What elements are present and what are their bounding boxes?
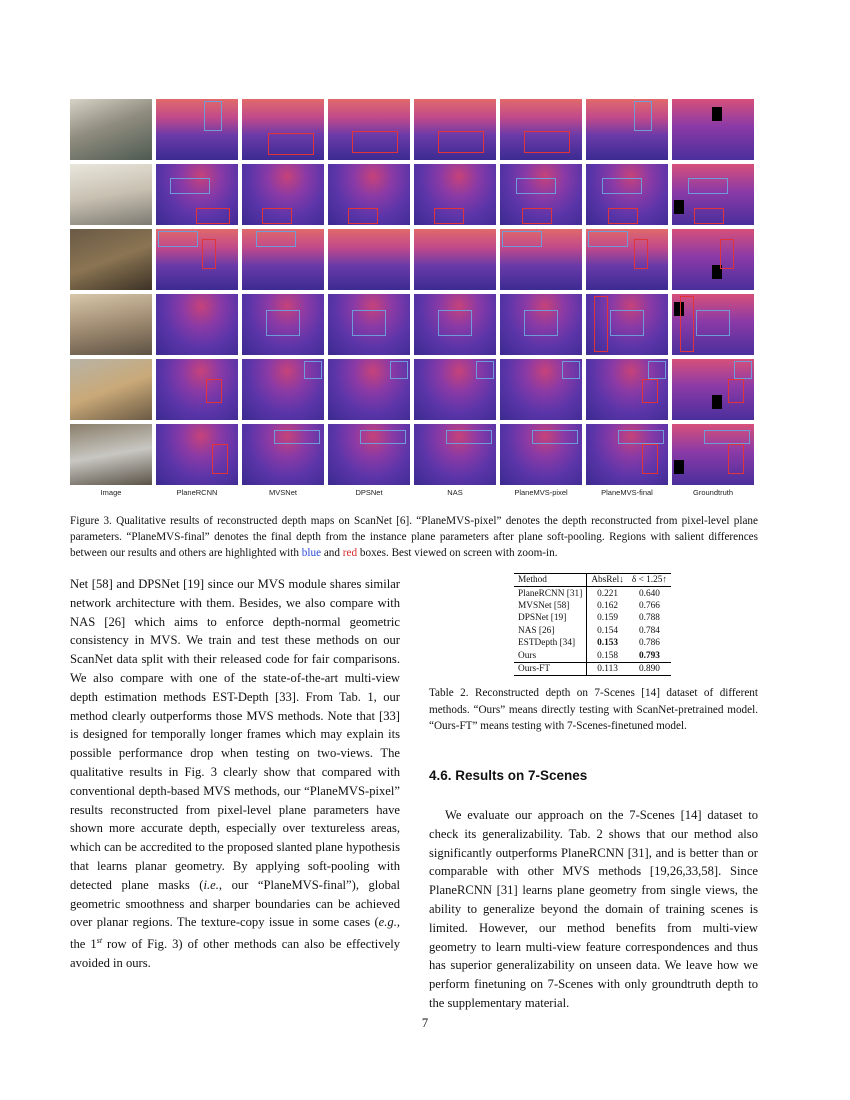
column-label-image: Image <box>100 488 122 497</box>
red-highlight-box <box>680 296 694 352</box>
red-highlight-box <box>352 131 398 153</box>
red-highlight-box <box>196 208 230 224</box>
predicted-depth-map <box>242 359 324 420</box>
table-header-row <box>514 574 671 587</box>
predicted-depth-map <box>328 359 410 420</box>
left-paragraph <box>70 575 400 973</box>
column-label-planemvs-final: PlaneMVS-final <box>601 488 653 497</box>
predicted-depth-map <box>500 359 582 420</box>
predicted-depth-map <box>242 164 324 225</box>
predicted-depth-map <box>328 229 410 290</box>
predicted-depth-map <box>586 229 668 290</box>
red-highlight-box <box>212 444 228 474</box>
red-highlight-box <box>694 208 724 224</box>
table-cell: Ours <box>514 649 587 662</box>
table-header-delta: δ < 1.25↑ <box>628 574 671 587</box>
input-image <box>70 99 152 160</box>
groundtruth-depth-map <box>672 424 754 485</box>
column-label-nas: NAS <box>447 488 463 497</box>
predicted-depth-map <box>156 424 238 485</box>
table-cell: DPSNet [19] <box>518 613 567 624</box>
column-label-dpsnet: DPSNet <box>355 488 383 497</box>
predicted-depth-map <box>586 164 668 225</box>
missing-depth-region <box>674 200 684 214</box>
red-highlight-box <box>202 239 216 269</box>
input-image <box>70 359 152 420</box>
predicted-depth-map <box>242 229 324 290</box>
page-number: 7 <box>421 1016 429 1030</box>
groundtruth-depth-map <box>672 359 754 420</box>
blue-highlight-box <box>516 178 556 194</box>
blue-highlight-box <box>696 310 730 336</box>
predicted-depth-map <box>500 229 582 290</box>
blue-highlight-box <box>266 310 300 336</box>
table-cell-best: 0.793 <box>628 649 671 662</box>
blue-highlight-box <box>158 231 198 247</box>
blue-highlight-box <box>476 361 494 379</box>
blue-highlight-box <box>588 231 628 247</box>
predicted-depth-map <box>328 424 410 485</box>
blue-highlight-box <box>562 361 580 379</box>
red-highlight-box <box>634 239 648 269</box>
red-highlight-box <box>434 208 464 224</box>
blue-highlight-box <box>390 361 408 379</box>
left-text-part: , the 1 <box>70 915 400 952</box>
table-cell: 0.162 <box>587 600 628 612</box>
predicted-depth-map <box>586 359 668 420</box>
table-cell: ESTDepth [34] <box>518 638 576 649</box>
predicted-depth-map <box>242 99 324 160</box>
table-cell: 0.784 <box>639 625 660 636</box>
blue-highlight-box <box>634 101 652 131</box>
red-highlight-box <box>524 131 570 153</box>
table-row <box>514 625 671 637</box>
table-cell: PlaneRCNN [31] <box>518 588 583 599</box>
table-cell-best: 0.153 <box>587 637 628 649</box>
figure-caption <box>70 513 758 562</box>
predicted-depth-map <box>328 294 410 355</box>
input-image <box>70 164 152 225</box>
left-column-text <box>70 575 400 973</box>
blue-highlight-box <box>360 430 406 444</box>
predicted-depth-map <box>328 99 410 160</box>
blue-highlight-box <box>532 430 578 444</box>
red-highlight-box <box>608 208 638 224</box>
left-text-part: Net [58] and DPSNet [19] since our MVS module shares similar network architecture with them. Besides, we also compare with NAS [26] which aims to enforce depth-normal geometric consistency in MVS. We train and test these methods on our ScanNet data split with their released code for fair comparisons. We also compare with one of the state-of-the-art multi-view depth estimation methods EST-Depth [33]. From Tab. 1, our method clearly outperforms those MVS methods. Note that [33] is designed for temporally longer frames which may explain its possible performance drop when testing on two-views. The qualitative results in Fig. 3 clearly show that compared with conventional depth-based MVS methods, our “PlaneMVS-pixel” results reconstructed from pixel-level plane parameters have shown more accurate depth, especially over textureless areas, which can be accredited to the proposed slanted plane hypothesis that learns planar geometry. By applying soft-pooling with detected plane masks ( <box>70 577 400 892</box>
section-heading: 4.6. Results on 7-Scenes <box>429 768 588 783</box>
blue-highlight-box <box>524 310 558 336</box>
section-paragraph: We evaluate our approach on the 7-Scenes [14] dataset to check its generalizability. Tab. 2 shows that our method also significantly outperforms PlaneRCNN [31], and is better than or comparable with other MVS methods [19,26,33,58]. Since PlaneRCNN [31] learns plane geometry from single views, the ability to generalize beyond the domain of training scenes is limited. However, our method benefits from multi-view geometry to learn multi-view feature correspondences and thus has superior generalizability on unseen data. We leave how we perform finetuning on 7-Scenes with only groundtruth depth to the supplementary material. <box>429 808 758 1010</box>
blue-highlight-box <box>734 361 752 379</box>
predicted-depth-map <box>586 424 668 485</box>
table-header-method: Method <box>514 574 587 587</box>
blue-highlight-box <box>648 361 666 379</box>
predicted-depth-map <box>500 99 582 160</box>
blue-highlight-box <box>256 231 296 247</box>
blue-highlight-box <box>502 231 542 247</box>
table-header-absrel: AbsRel↓ <box>587 574 628 587</box>
groundtruth-depth-map <box>672 294 754 355</box>
missing-depth-region <box>674 460 684 474</box>
blue-highlight-box <box>170 178 210 194</box>
blue-highlight-box <box>602 178 642 194</box>
red-highlight-box <box>348 208 378 224</box>
predicted-depth-map <box>156 164 238 225</box>
predicted-depth-map <box>414 424 496 485</box>
predicted-depth-map <box>414 359 496 420</box>
groundtruth-depth-map <box>672 99 754 160</box>
red-highlight-box <box>522 208 552 224</box>
table-cell: MVSNet [58] <box>518 600 570 611</box>
predicted-depth-map <box>414 99 496 160</box>
predicted-depth-map <box>586 99 668 160</box>
input-image <box>70 424 152 485</box>
blue-highlight-box <box>204 101 222 131</box>
left-text-part: row of Fig. 3) of other methods can also be effectively avoided in ours. <box>70 937 400 971</box>
red-highlight-box <box>268 133 314 155</box>
blue-highlight-box <box>304 361 322 379</box>
missing-depth-region <box>712 107 722 121</box>
column-label-planemvs-pixel: PlaneMVS-pixel <box>514 488 568 497</box>
red-highlight-box <box>720 239 734 269</box>
table-row <box>514 649 671 662</box>
table-cell: 0.113 <box>587 662 628 675</box>
table-cell: 0.154 <box>587 625 628 637</box>
table-cell: Ours-FT <box>514 662 587 675</box>
blue-highlight-box <box>274 430 320 444</box>
blue-highlight-box <box>446 430 492 444</box>
predicted-depth-map <box>586 294 668 355</box>
table-row <box>514 662 671 675</box>
blue-highlight-box <box>618 430 664 444</box>
table-cell: 0.158 <box>587 649 628 662</box>
red-highlight-box <box>594 296 608 352</box>
predicted-depth-map <box>156 99 238 160</box>
figure-3-grid <box>70 99 756 499</box>
table-2-caption: Table 2. Reconstructed depth on 7-Scenes [14] dataset of different methods. “Ours” means directly testing with ScanNet-pretrained model. “Ours-FT” means testing with 7-Scenes-finetuned model. <box>429 687 758 733</box>
blue-highlight-box <box>688 178 728 194</box>
predicted-depth-map <box>328 164 410 225</box>
predicted-depth-map <box>414 294 496 355</box>
caption-tail: boxes. Best viewed on screen with zoom-in. <box>357 547 558 560</box>
predicted-depth-map <box>414 229 496 290</box>
caption-blue-word: blue <box>301 547 322 560</box>
predicted-depth-map <box>242 294 324 355</box>
table-cell: 0.640 <box>639 588 660 599</box>
left-text-eg: e.g. <box>378 915 397 930</box>
predicted-depth-map <box>242 424 324 485</box>
caption-and: and <box>321 547 343 560</box>
table-row <box>514 637 671 649</box>
table-cell: 0.159 <box>587 612 628 624</box>
table-cell: 0.788 <box>639 613 660 624</box>
table-cell: 0.786 <box>639 638 660 649</box>
caption-red-word: red <box>342 547 358 560</box>
left-text-part: , our “PlaneMVS-final”), global geometric smoothness and sharper boundaries can be achieved over planar regions. The texture-copy issue in some cases ( <box>70 877 400 930</box>
predicted-depth-map <box>156 294 238 355</box>
column-label-planercnn: PlaneRCNN <box>176 488 218 497</box>
predicted-depth-map <box>500 424 582 485</box>
left-text-ie: i.e. <box>203 877 219 892</box>
red-highlight-box <box>728 379 744 403</box>
predicted-depth-map <box>414 164 496 225</box>
input-image <box>70 294 152 355</box>
caption-text: Figure 3. Qualitative results of reconstructed depth maps on ScanNet [6]. “PlaneMVS-pixel” denotes the depth reconstructed from pixel-level plane parameters. “PlaneMVS-final” denotes the final depth from the instance plane parameters after plane soft-pooling. Regions with salient differences between our results and others are highlighted with <box>70 515 758 560</box>
groundtruth-depth-map <box>672 164 754 225</box>
groundtruth-depth-map <box>672 229 754 290</box>
red-highlight-box <box>642 379 658 403</box>
red-highlight-box <box>262 208 292 224</box>
red-highlight-box <box>206 379 222 403</box>
blue-highlight-box <box>352 310 386 336</box>
predicted-depth-map <box>500 164 582 225</box>
red-highlight-box <box>438 131 484 153</box>
table-cell: NAS [26] <box>518 625 555 636</box>
table-row <box>514 600 671 612</box>
column-label-mvsnet: MVSNet <box>269 488 297 497</box>
red-highlight-box <box>642 444 658 474</box>
predicted-depth-map <box>500 294 582 355</box>
table-cell: 0.221 <box>587 587 628 600</box>
predicted-depth-map <box>156 229 238 290</box>
table-row <box>514 612 671 624</box>
column-label-groundtruth: Groundtruth <box>692 488 734 497</box>
left-text-sup: st <box>96 936 103 946</box>
input-image <box>70 229 152 290</box>
red-highlight-box <box>728 444 744 474</box>
blue-highlight-box <box>610 310 644 336</box>
blue-highlight-box <box>438 310 472 336</box>
table-cell: 0.890 <box>628 662 671 675</box>
right-column-text <box>429 806 758 1013</box>
table-cell: 0.766 <box>639 600 660 611</box>
predicted-depth-map <box>156 359 238 420</box>
missing-depth-region <box>712 395 722 409</box>
table-2 <box>514 573 671 676</box>
table-row <box>514 587 671 600</box>
blue-highlight-box <box>704 430 750 444</box>
